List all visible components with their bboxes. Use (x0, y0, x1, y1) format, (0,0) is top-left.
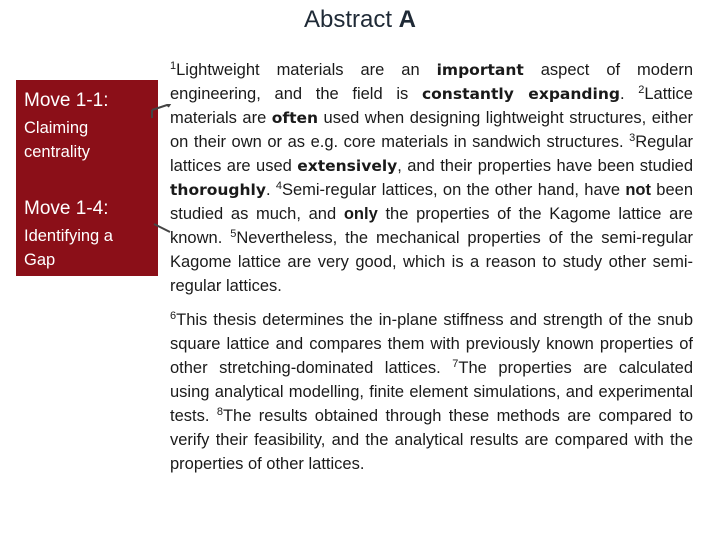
emphasis-often: often (271, 109, 319, 127)
move-1-4-desc (24, 224, 154, 272)
connector-bottom-arrow (154, 224, 170, 232)
sentence-6-text: This thesis determines the in-plane stiffness and strength of the snub square lattice and compares them with previously known properties of other stretching-dominated lattices. (170, 311, 693, 377)
sentence-2-text-a: Lattice materials are (170, 85, 693, 127)
sentence-number-1: 1 (170, 60, 177, 72)
abstract-paragraph-1 (170, 58, 693, 298)
move-1-4-desc-line2: Gap (24, 251, 56, 269)
emphasis-only: only (343, 205, 378, 223)
move-1-1-desc-line2: centrality (24, 143, 91, 161)
title-text: Abstract (303, 6, 399, 33)
abstract-paragraph-2 (170, 308, 693, 476)
move-1-1-desc-line1: Claiming (24, 119, 89, 137)
move-1-1-label: Move 1-1: (24, 90, 109, 111)
move-1-4-desc-line1: Identifying a (24, 227, 113, 245)
sentence-7-text: The properties are calculated using analytical modelling, finite element simulations, and experimental tests. (170, 359, 693, 425)
sentence-4-text-c: the properties of the Kagome lattice are known. (170, 205, 693, 247)
emphasis-not: not (625, 181, 651, 199)
emphasis-thoroughly: thoroughly (170, 181, 266, 199)
sentence-8-text: The results obtained through these methods are compared to verify their feasibility, and the analytical results are compared with the properties of other lattices. (170, 407, 694, 473)
emphasis-constantly-expanding: constantly expanding (421, 85, 620, 103)
connector-top-arrow (152, 104, 170, 110)
sentence-1-text-b: aspect of modern engineering, and the field is (170, 61, 693, 103)
sentence-number-5: 5 (230, 228, 237, 240)
sentence-5-text: Nevertheless, the mechanical properties of the semi-regular Kagome lattice are very good, which is a reason to study other semi-regular lattices. (170, 229, 693, 295)
move-1-1-desc (24, 116, 154, 164)
sentence-number-6: 6 (170, 310, 177, 322)
sentence-number-2: 2 (638, 84, 645, 96)
move-1-4-label: Move 1-4: (24, 198, 109, 219)
emphasis-extensively: extensively (297, 157, 398, 175)
move-1-1 (24, 90, 154, 164)
emphasis-important: important (436, 61, 524, 79)
sentence-1-text-a: Lightweight materials are an (176, 61, 437, 79)
title-letter: A (398, 6, 417, 33)
sentence-2-text-b: used when designing lightweight structures, either on their own or as e.g. core materials in sandwich structures. (170, 109, 693, 151)
sentence-number-7: 7 (452, 358, 459, 370)
abstract-body (170, 58, 693, 486)
sentence-number-4: 4 (275, 180, 282, 192)
sentence-3-text-a: Regular lattices are used (170, 133, 693, 175)
sentence-4-text-b: been studied as much, and (170, 181, 693, 223)
sentence-number-3: 3 (629, 132, 636, 144)
sentence-1-text-c: . (619, 85, 639, 103)
page-title (0, 6, 720, 34)
sentence-number-8: 8 (216, 406, 223, 418)
move-1-4 (24, 198, 154, 272)
moves-sidebar (16, 80, 158, 276)
sentence-4-text-a: Semi-regular lattices, on the other hand, have (281, 181, 626, 199)
sentence-3-text-b: , and their properties have been studied (397, 157, 694, 175)
sentence-3-text-c: . (265, 181, 276, 199)
